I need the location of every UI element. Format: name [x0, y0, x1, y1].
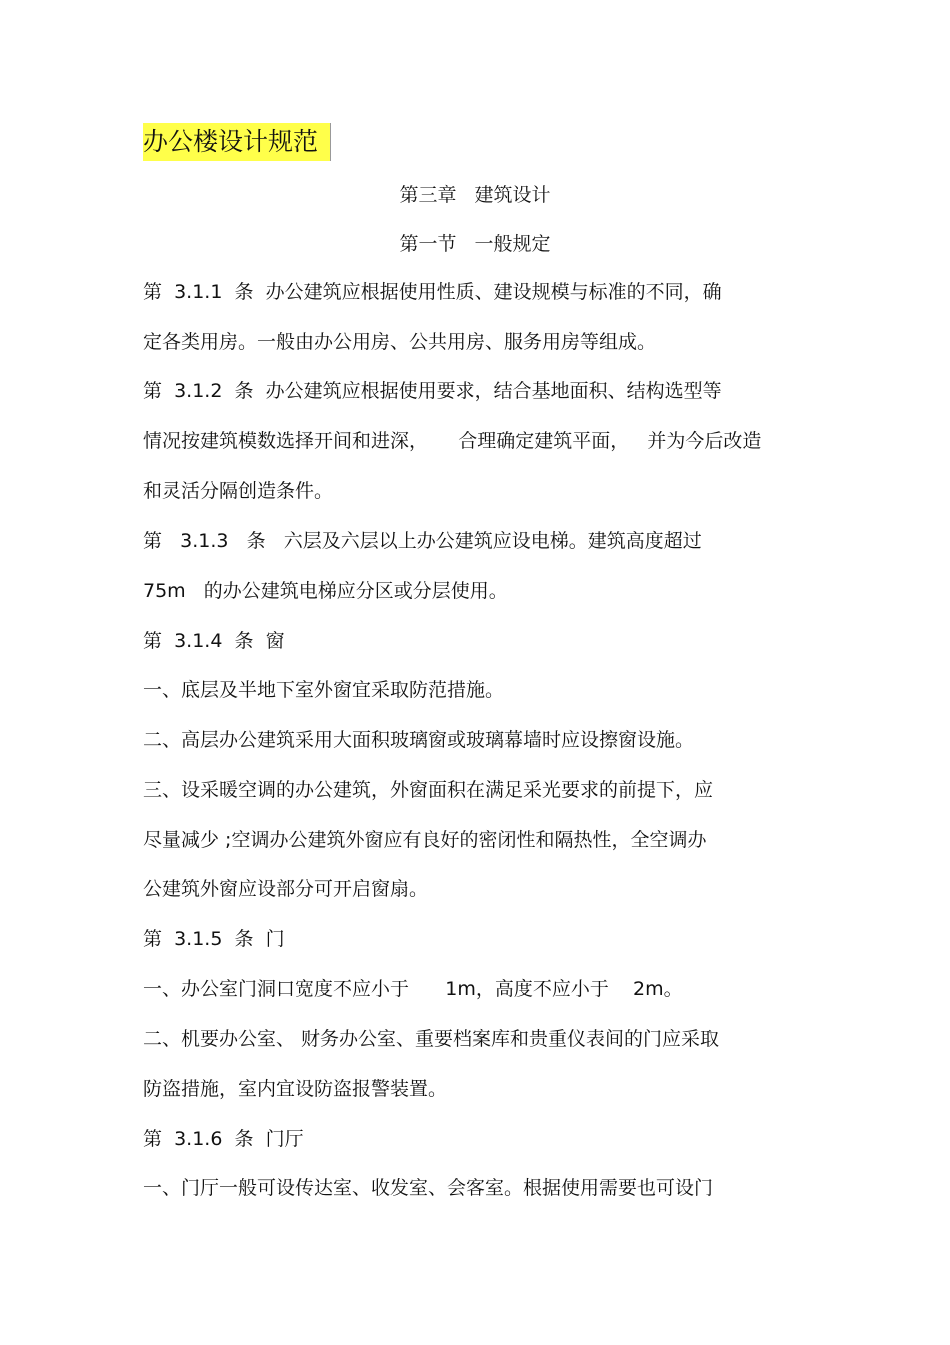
text-line: 第 3.1.5 条 门 — [143, 928, 285, 950]
section-heading: 第一节 一般规定 — [399, 233, 551, 255]
text-line: 第 3.1.1 条 办公建筑应根据使用性质、建设规模与标准的不同，确 — [143, 281, 722, 303]
text-line: 二、高层办公建筑采用大面积玻璃窗或玻璃幕墙时应设擦窗设施。 — [143, 729, 695, 751]
text-line: 一、门厅一般可设传达室、收发室、会客室。根据使用需要也可设门 — [143, 1177, 714, 1199]
text-line: 情况按建筑模数选择开间和进深， 合理确定建筑平面， 并为今后改造 — [143, 430, 762, 452]
document-title: 办公楼设计规范 — [143, 127, 319, 156]
text-line: 第 3.1.2 条 办公建筑应根据使用要求，结合基地面积、结构选型等 — [143, 380, 722, 402]
chapter-heading: 第三章 建筑设计 — [399, 184, 551, 206]
text-line: 尽量减少 ;空调办公建筑外窗应有良好的密闭性和隔热性，全空调办 — [143, 829, 707, 851]
highlighted-title — [143, 123, 331, 161]
text-line: 第 3.1.6 条 门厅 — [143, 1128, 304, 1150]
text-line: 第 3.1.3 条 六层及六层以上办公建筑应设电梯。建筑高度超过 — [143, 530, 702, 552]
text-line: 公建筑外窗应设部分可开启窗扇。 — [143, 878, 429, 900]
text-line: 三、设采暖空调的办公建筑，外窗面积在满足采光要求的前提下，应 — [143, 779, 714, 801]
text-line: 一、办公室门洞口宽度不应小于 1m，高度不应小于 2m。 — [143, 978, 683, 1000]
text-line: 75m 的办公建筑电梯应分区或分层使用。 — [143, 580, 508, 602]
text-line: 第 3.1.4 条 窗 — [143, 630, 285, 652]
text-line: 二、机要办公室、 财务办公室、重要档案库和贵重仪表间的门应采取 — [143, 1028, 720, 1050]
text-line: 定各类用房。一般由办公用房、公共用房、服务用房等组成。 — [143, 331, 657, 353]
text-line: 防盗措施，室内宜设防盗报警装置。 — [143, 1078, 448, 1100]
text-line: 和灵活分隔创造条件。 — [143, 480, 334, 502]
text-line: 一、底层及半地下室外窗宜采取防范措施。 — [143, 679, 505, 701]
